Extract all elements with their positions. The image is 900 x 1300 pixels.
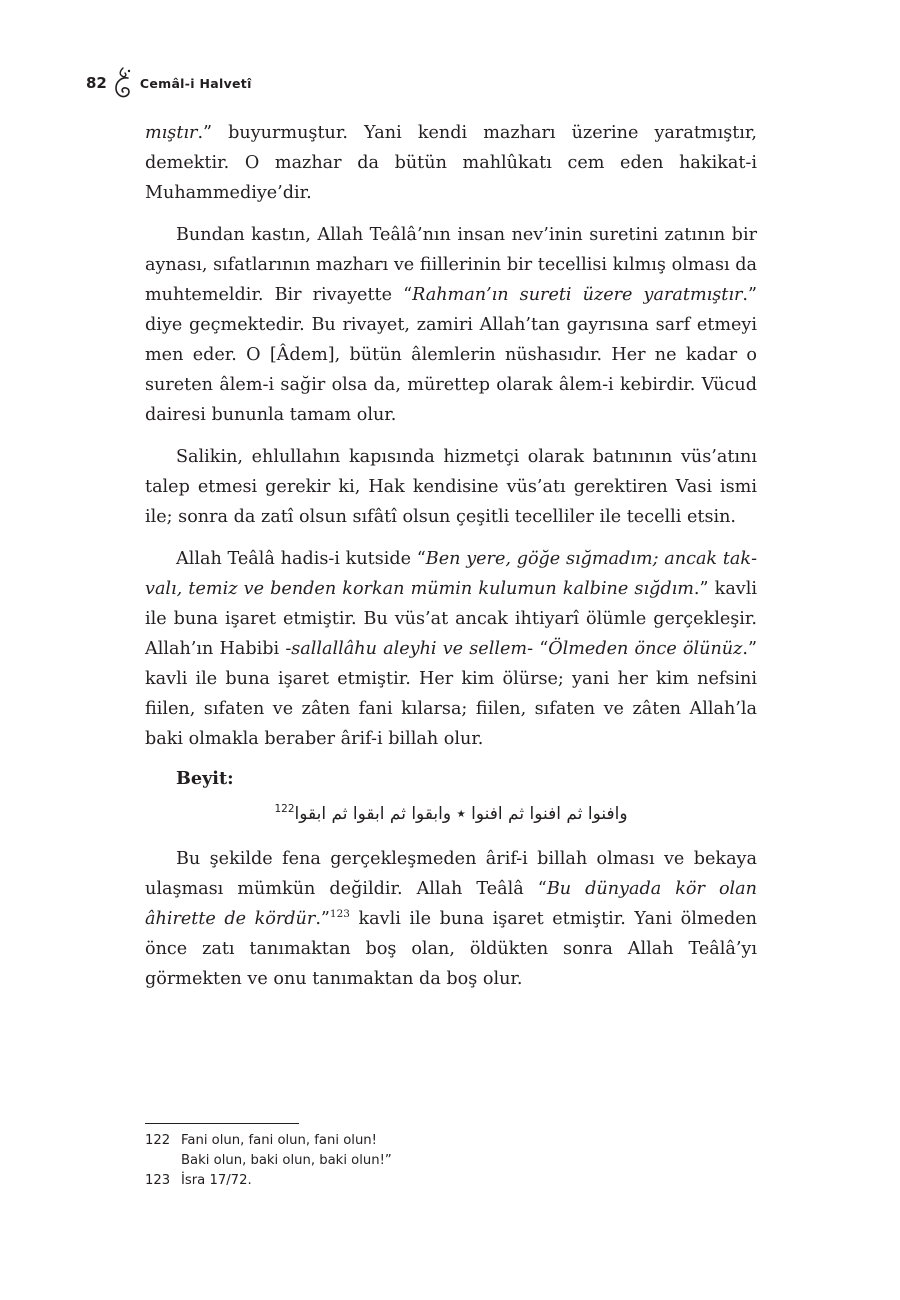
footnote-number: 122 — [145, 1133, 171, 1148]
footnote-line: İsra 17/72. — [181, 1173, 252, 1188]
footnote-number: 123 — [145, 1173, 171, 1188]
calligraphic-ornament-icon — [112, 66, 134, 100]
text-span: .” kavli ile buna işaret etmiştir. Bu vüs’at ancak ihtiyarî ölümle gerçekleşir. Allah’ın Habibi - — [145, 579, 758, 659]
italic-span: Ölmeden önce ölünüz — [548, 639, 743, 659]
footnote-ref-123[interactable]: 123 — [329, 908, 350, 920]
italic-span: Bu dünyada kör olan âhirette de kördür — [145, 879, 757, 929]
paragraph-2 — [145, 220, 757, 430]
footnote-text — [181, 1171, 252, 1191]
italic-span: mıştır — [145, 123, 198, 143]
footnote-122 — [145, 1131, 757, 1171]
italic-span: Ben yere, göğe sığmadım; ancak takvalı, temiz ve benden korkan mümin kulumun kalbine sığdım — [145, 549, 758, 599]
footnote-line: Baki olun, baki olun, baki olun!” — [181, 1153, 392, 1168]
italic-span: sallallâhu aleyhi ve sellem — [291, 639, 528, 659]
text-span: Bu şekilde fena gerçekleşmeden ârif-i billah olması ve bekaya ulaşması mümkün değildir. Allah Teâlâ “ — [145, 849, 757, 899]
footnote-ref-122[interactable]: 122 — [274, 803, 295, 815]
text-span: Bundan kastın, Allah Teâlâ’nın insan nev’inin suretini zatının bir aynası, sıfatlarının mazharı ve fiillerinin bir tecellisi kılmış olması da muhtemeldir. Bir rivayette “ — [145, 225, 757, 305]
text-span: .” buyurmuştur. Yani kendi mazharı üzerine yaratmıştır, demektir. O mazhar da bütün mahlûkatı cem eden hakikat-i Muhammediye’dir. — [145, 123, 757, 203]
footnotes — [145, 1131, 757, 1191]
page-number: 82 — [86, 74, 107, 92]
running-title: Cemâl-i Halvetî — [139, 75, 252, 91]
main-text — [145, 118, 757, 1006]
italic-span: Rahman’ın sureti üzere yaratmıştır — [412, 285, 743, 305]
footnote-separator — [145, 1123, 299, 1124]
text-span: .” — [315, 909, 330, 929]
beyit-label: Beyit: — [176, 768, 234, 789]
arabic-verse: وافنوا ثم افنوا ثم افنوا ٭ وابقوا ثم ابقوا ثم ابقوا — [294, 804, 628, 824]
footnote-text — [181, 1131, 392, 1171]
text-span: - “ — [527, 639, 549, 659]
text-span: kavli ile buna işaret etmiştir. Yani ölmeden önce zatı tanımaktan boş olan, öldükten sonra Allah Teâlâ’yı görmekten ve onu tanımaktan da boş olur. — [145, 909, 757, 989]
paragraph-4 — [145, 544, 757, 754]
footnote-line: Fani olun, fani olun, fani olun! — [181, 1133, 377, 1148]
page-header — [86, 66, 252, 100]
paragraph-5 — [145, 844, 757, 994]
text-span: Allah Teâlâ hadis-i kutside “ — [176, 549, 426, 569]
footnote-123 — [145, 1171, 757, 1191]
text-span: .” kavli ile buna işaret etmiştir. Her kim ölürse; yani her kim nefsini fiilen, sıfaten ve zâten fani kılarsa; fiilen, sıfaten ve zâten Allah’la baki olmakla beraber ârif-i billah olur. — [145, 639, 757, 749]
paragraph-1 — [145, 118, 757, 208]
beyit-verse-line — [145, 798, 757, 830]
text-span: .” diye geçmektedir. Bu rivayet, zamiri Allah’tan gayrısına sarf etmeyi men eder. O [Âdem], bütün âlemlerin nüshasıdır. Her ne kadar o sureten âlem-i sağir olsa da, mürettep olarak âlem-i kebirdir. Vücud dairesi bununla tamam olur. — [145, 285, 757, 425]
paragraph-3: Salikin, ehlullahın kapısında hizmetçi olarak batınının vüs’atını talep etmesi gerekir ki, Hak kendisine vüs’atı gerektiren Vasi ismi ile; sonra da zatî olsun sıfâtî olsun çeşitli tecelliler ile tecelli etsin. — [145, 447, 757, 527]
